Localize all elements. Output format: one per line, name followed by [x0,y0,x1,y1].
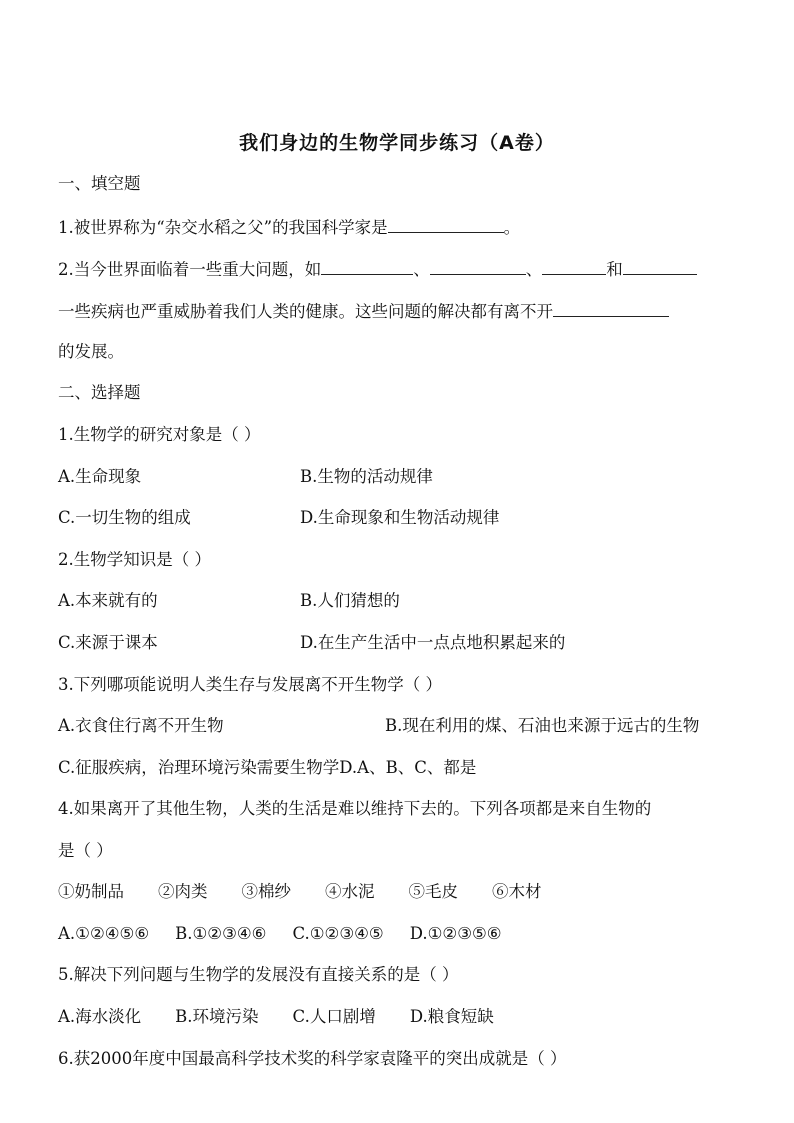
question-choice-4-stem-line2: 是（ ） [58,841,113,860]
option-b: B.生物的活动规律 [300,467,433,486]
section-heading-fill-in: 一、填空题 [58,174,141,193]
option-a: A.本来就有的 [58,591,158,610]
option-c: C.人口剧增 [292,1007,376,1026]
question-choice-2-stem: 2.生物学知识是（ ） [58,550,211,569]
answer-blank [623,256,697,275]
question-fill-2-line1 [58,256,697,282]
list-item: ③棉纱 [241,882,291,901]
list-item: ①奶制品 [58,882,124,901]
list-item: ④水泥 [325,882,375,901]
option-d: D.①②③⑤⑥ [409,924,502,943]
question-text: 一些疾病也严重威胁着我们人类的健康。这些问题的解决都有离不开 [58,302,553,321]
option-a: A.①②④⑤⑥ [58,924,150,943]
answer-blank [553,298,669,317]
option-b: B.①②③④⑥ [175,924,267,943]
page-title: 我们身边的生物学同步练习（A卷） [239,132,555,154]
option-a: A.海水淡化 [58,1007,142,1026]
option-row [58,922,502,946]
question-fill-2-line2 [58,298,669,324]
conjunction: 和 [606,260,623,279]
answer-blank [388,214,504,233]
separator: 、 [525,260,543,279]
option-a: A.衣食住行离不开生物 [58,716,224,735]
option-b: B.环境污染 [175,1007,259,1026]
question-fill-2-line3: 的发展。 [58,342,124,361]
option-b: B.现在利用的煤、石油也来源于远古的生物 [385,716,700,735]
option-c: C.来源于课本 [58,633,158,652]
list-item: ⑥木材 [492,882,542,901]
option-a: A.生命现象 [58,467,142,486]
list-item: ②肉类 [158,882,208,901]
option-row [58,1005,494,1029]
question-choice-1-stem: 1.生物学的研究对象是（ ） [58,425,261,444]
question-choice-6-stem: 6.获2000年度中国最高科学技术奖的科学家袁隆平的突出成就是（ ） [58,1049,567,1068]
question-text: 1.被世界称为“杂交水稻之父”的我国科学家是 [58,218,388,237]
answer-blank [321,256,413,275]
question-end: 。 [503,218,521,237]
item-list [58,880,576,904]
option-c-d: C.征服疾病，治理环境污染需要生物学D.A、B、C、都是 [58,758,477,777]
question-choice-5-stem: 5.解决下列问题与生物学的发展没有直接关系的是（ ） [58,965,459,984]
list-item: ⑤毛皮 [408,882,458,901]
separator: 、 [413,260,430,279]
option-b: B.人们猜想的 [300,591,400,610]
answer-blank [542,256,606,275]
option-c: C.①②③④⑤ [292,924,384,943]
question-choice-3-stem: 3.下列哪项能说明人类生存与发展离不开生物学（ ） [58,675,442,694]
option-d: D.生命现象和生物活动规律 [300,508,500,527]
question-choice-4-stem-line1: 4.如果离开了其他生物，人类的生活是难以维持下去的。下列各项都是来自生物的 [58,799,652,818]
question-fill-1 [58,214,520,240]
option-d: D.在生产生活中一点点地积累起来的 [300,633,566,652]
question-text: 2.当今世界面临着一些重大问题，如 [58,260,322,279]
option-c: C.一切生物的组成 [58,508,191,527]
answer-blank [430,256,526,275]
section-heading-choice: 二、选择题 [58,383,141,402]
option-d: D.粮食短缺 [409,1007,494,1026]
